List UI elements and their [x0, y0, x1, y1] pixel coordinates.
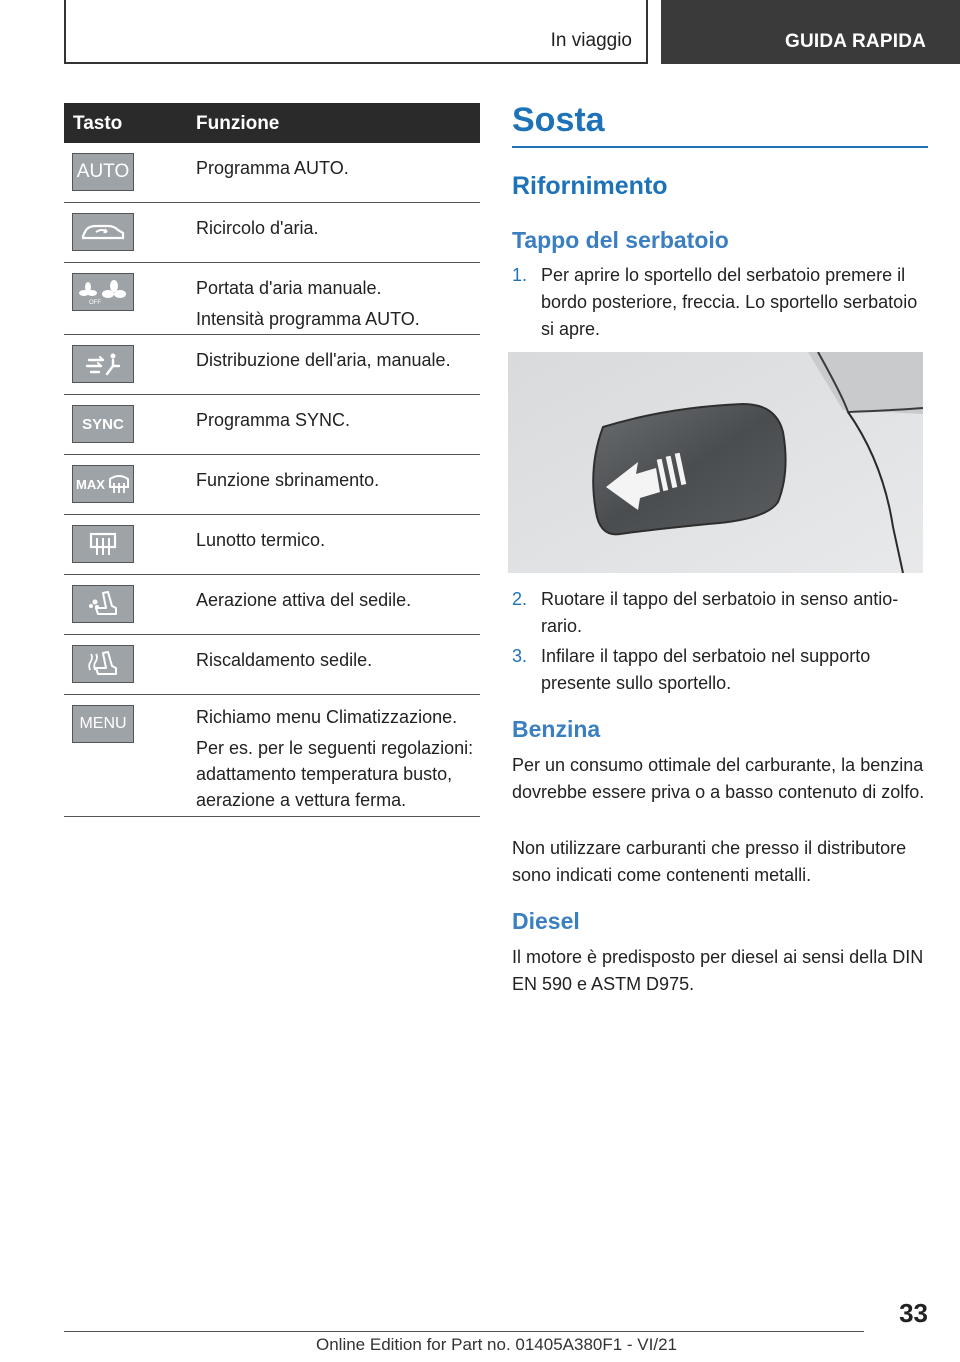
row-description: [196, 335, 480, 373]
row-description: [196, 395, 480, 433]
description-line: Riscaldamento sedile.: [196, 650, 373, 670]
seat-heating-icon: [72, 645, 134, 683]
table-row: [64, 203, 480, 263]
description-line: Per es. per le seguenti regolazioni: adattamento temperatura busto, aerazione a vettura ferma.: [196, 738, 474, 810]
petrol-paragraph: Non utilizzare carburanti che presso il distributore sono indicati come contenenti metalli.: [512, 838, 907, 885]
header-section-title: In viaggio: [550, 30, 632, 51]
description-line: Portata d'aria manuale.: [196, 278, 382, 298]
sync-button-icon: SYNC: [72, 405, 134, 443]
description-line: Intensità programma AUTO.: [196, 309, 420, 329]
fuel-cap-heading: Tappo del serbatoio: [512, 227, 729, 253]
row-description: [196, 575, 480, 613]
description-line: Ricircolo d'aria.: [196, 218, 319, 238]
header-chapter-tab: GUIDA RAPIDA: [661, 0, 960, 64]
fan-speed-icon: [72, 273, 134, 311]
header-section-box: [64, 0, 648, 64]
description-line: Richiamo menu Climatizzazione.: [196, 707, 458, 727]
table-row: [64, 635, 480, 695]
step-text: Infilare il tappo del serbatoio nel supporto presente sullo sportello.: [541, 646, 871, 693]
step-item: [512, 643, 928, 697]
air-recirculation-icon: [72, 213, 134, 251]
climate-buttons-table: [64, 103, 480, 817]
auto-button-icon: AUTO: [72, 153, 134, 191]
petrol-heading: Benzina: [512, 716, 601, 742]
step-text: Per aprire lo sportello del serbatoio premere il bordo posteriore, freccia. Lo sportello serbatoio si apre.: [541, 265, 918, 339]
step-text: Ruotare il tappo del serbatoio in senso antiorario.: [541, 589, 899, 636]
step-number: 3.: [512, 646, 528, 666]
description-line: Lunotto termico.: [196, 530, 326, 550]
subsection-title: Rifornimento: [512, 172, 668, 200]
menu-button-icon: MENU: [72, 705, 134, 743]
row-description: [196, 635, 480, 673]
page-number: 33: [899, 1298, 928, 1328]
description-line: Distribuzione dell'aria, manuale.: [196, 350, 451, 370]
row-description: [196, 203, 480, 241]
step-item: [512, 586, 928, 640]
footer-edition: Online Edition for Part no. 01405A380F1 - VI/21: [316, 1335, 678, 1354]
description-line: Programma SYNC.: [196, 410, 351, 430]
petrol-paragraph: Per un consumo ottimale del carburante, la benzina dovrebbe essere priva o a basso contenuto di zolfo.: [512, 755, 925, 802]
table-header: [64, 103, 480, 143]
step-number: 2.: [512, 589, 528, 609]
table-row: [64, 335, 480, 395]
table-row: [64, 695, 480, 817]
fuel-flap-photo: [508, 352, 923, 573]
diesel-paragraph: Il motore è predisposto per diesel ai sensi della DIN EN 590 e ASTM D975.: [512, 947, 924, 994]
description-line: Funzione sbrinamento.: [196, 470, 380, 490]
description-line: Aerazione attiva del sedile.: [196, 590, 412, 610]
max-defrost-icon: MAX: [72, 465, 134, 503]
table-row: [64, 263, 480, 335]
description-line: Programma AUTO.: [196, 158, 349, 178]
footer-rule: [64, 1331, 864, 1332]
column-header-key: Tasto: [73, 113, 123, 134]
svg-text:OFF: OFF: [89, 300, 101, 305]
air-distribution-icon: [72, 345, 134, 383]
section-title: Sosta: [512, 101, 605, 139]
table-row: [64, 575, 480, 635]
section-title-rule: [512, 146, 928, 148]
step-number: 1.: [512, 265, 528, 285]
table-row: [64, 395, 480, 455]
row-description: [196, 263, 480, 332]
row-description: [196, 455, 480, 493]
column-header-function: Funzione: [196, 113, 280, 134]
step-item: [512, 262, 928, 343]
seat-ventilation-icon: [72, 585, 134, 623]
rear-window-defrost-icon: [72, 525, 134, 563]
table-row: [64, 515, 480, 575]
row-description: [196, 143, 480, 181]
table-row: [64, 455, 480, 515]
table-row: [64, 143, 480, 203]
diesel-heading: Diesel: [512, 908, 580, 934]
row-description: [196, 695, 480, 813]
row-description: [196, 515, 480, 553]
